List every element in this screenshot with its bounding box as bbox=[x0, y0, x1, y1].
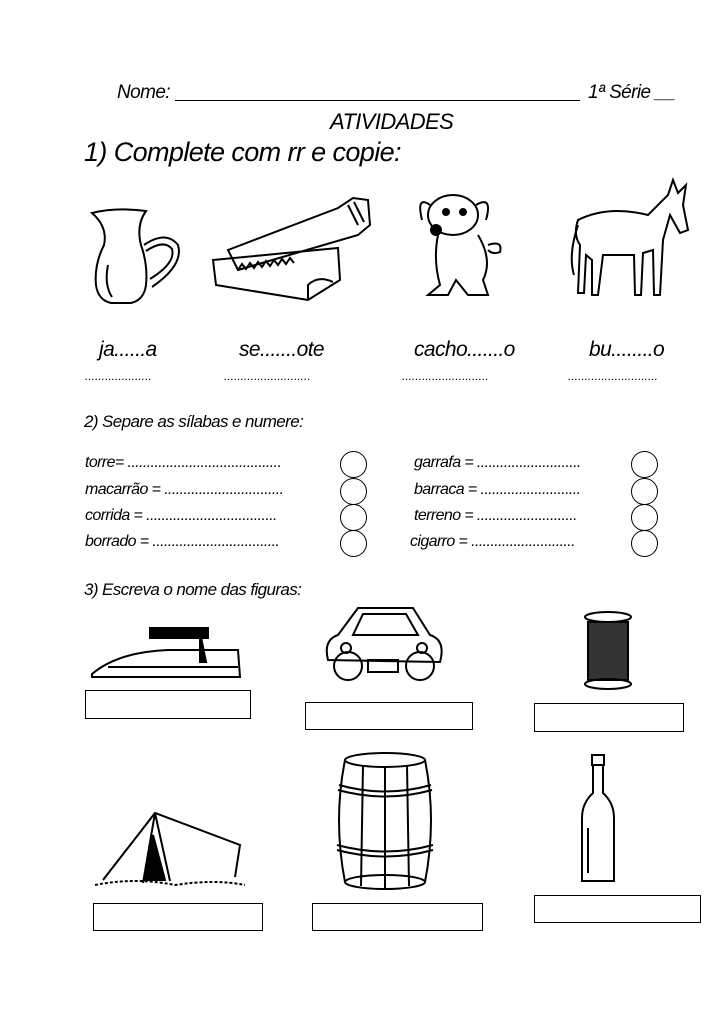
answer-box-barrel[interactable] bbox=[312, 903, 483, 931]
copy-line-3[interactable]: .......................... bbox=[402, 369, 489, 383]
donkey-icon bbox=[568, 175, 693, 305]
saw-icon bbox=[208, 190, 373, 305]
syllable-row[interactable]: torre= ........................................ bbox=[85, 454, 282, 471]
jug-icon bbox=[86, 205, 186, 310]
section3-heading: 3) Escreva o nome das figuras: bbox=[84, 580, 302, 599]
syllable-row[interactable]: garrafa = ........................... bbox=[414, 454, 581, 471]
tent-icon bbox=[95, 805, 250, 890]
barrel-icon bbox=[333, 750, 438, 892]
number-circle[interactable] bbox=[631, 530, 658, 557]
number-circle[interactable] bbox=[340, 451, 367, 478]
syllable-row[interactable]: cigarro = ........................... bbox=[410, 533, 575, 550]
word-ja-a: ja......a bbox=[99, 338, 157, 361]
number-circle[interactable] bbox=[340, 504, 367, 531]
answer-box-bottle[interactable] bbox=[534, 895, 701, 923]
number-circle[interactable] bbox=[340, 478, 367, 505]
syllable-row[interactable]: barraca = .......................... bbox=[414, 481, 581, 498]
answer-box-spool[interactable] bbox=[534, 703, 684, 732]
section2-heading: 2) Separe as sílabas e numere: bbox=[84, 412, 304, 431]
answer-box-car[interactable] bbox=[305, 702, 473, 730]
word-se-ote: se.......ote bbox=[239, 338, 325, 361]
syllable-row[interactable]: macarrão = ............................... bbox=[85, 481, 284, 498]
word-bu-o: bu........o bbox=[589, 338, 665, 361]
word-cacho-o: cacho.......o bbox=[414, 338, 515, 361]
copy-line-4[interactable]: ........................... bbox=[568, 369, 659, 383]
page-title: ATIVIDADES bbox=[330, 109, 454, 134]
dog-icon bbox=[408, 190, 508, 305]
answer-box-tent[interactable] bbox=[93, 903, 263, 931]
number-circle[interactable] bbox=[340, 530, 367, 557]
number-circle[interactable] bbox=[631, 504, 658, 531]
section1-heading: 1) Complete com rr e copie: bbox=[84, 137, 401, 167]
copy-line-1[interactable]: .................... bbox=[85, 369, 152, 383]
grade-label: 1ª Série __ bbox=[588, 82, 676, 103]
bottle-icon bbox=[578, 753, 618, 888]
name-field[interactable] bbox=[175, 100, 580, 101]
number-circle[interactable] bbox=[631, 451, 658, 478]
syllable-row[interactable]: borrado = ................................. bbox=[85, 533, 280, 550]
syllable-row[interactable]: terreno = .......................... bbox=[414, 507, 577, 524]
spool-icon bbox=[582, 610, 634, 692]
iron-icon bbox=[88, 622, 248, 684]
answer-box-iron[interactable] bbox=[85, 690, 251, 719]
number-circle[interactable] bbox=[631, 478, 658, 505]
syllable-row[interactable]: corrida = .................................. bbox=[85, 507, 277, 524]
copy-line-2[interactable]: .......................... bbox=[224, 369, 311, 383]
name-label: Nome: bbox=[117, 82, 170, 103]
car-icon bbox=[318, 600, 448, 692]
